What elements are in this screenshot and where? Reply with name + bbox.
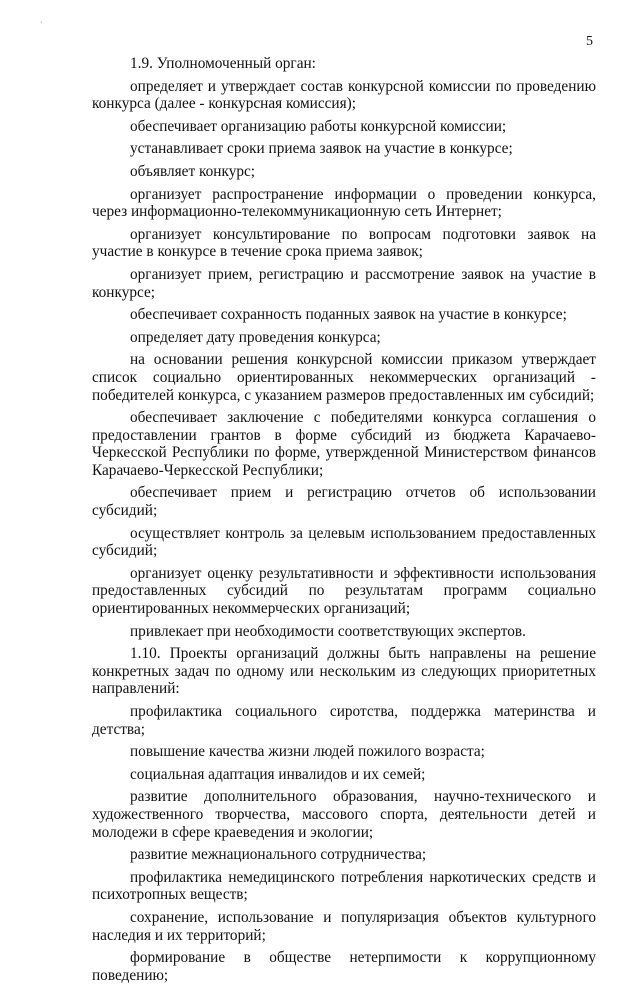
- document-body: [92, 55, 596, 984]
- section-heading-1-10: 1.10. Проекты организаций должны быть направлены на решение конкретных задач по одному или нескольким из следующих приоритетных направлений:: [92, 645, 596, 698]
- paragraph: привлекает при необходимости соответствующих экспертов.: [130, 622, 526, 640]
- paragraph: обеспечивает организацию работы конкурсной комиссии;: [130, 117, 507, 135]
- scan-mark: ·: [40, 18, 43, 27]
- paragraph: организует оценку результативности и эффективности использования предоставленных субсидий по результатам программ социально ориентированных некоммерческих организаций;: [92, 564, 596, 618]
- list-item: сохранение, использование и популяризация объектов культурного наследия и их территорий;: [92, 908, 596, 944]
- list-item: развитие межнационального сотрудничества;: [130, 846, 427, 864]
- paragraph: обеспечивает сохранность поданных заявок на участие в конкурсе;: [130, 306, 567, 324]
- list-item: социальная адаптация инвалидов и их семей;: [130, 765, 426, 783]
- paragraph: обеспечивает заключение с победителями конкурса соглашения о предоставлении грантов в форме субсидий из бюджета Карачаево-Черкесской Республики по форме, утвержденной Министерством финансов Карачаево-Черкесской Республики;: [92, 409, 596, 479]
- list-item: формирование в обществе нетерпимости к коррупционному поведению;: [92, 949, 596, 984]
- paragraph: на основании решения конкурсной комиссии приказом утверждает список социально ориентированных некоммерческих организаций - победителей конкурса, с указанием размеров предоставленных им субсидий;: [92, 351, 596, 404]
- list-item: развитие дополнительного образования, научно-технического и художественного творчества, массового спорта, деятельности детей и молодежи в сфере краеведения и экологии;: [92, 788, 596, 841]
- paragraph: устанавливает сроки приема заявок на участие в конкурсе;: [130, 140, 513, 158]
- paragraph: объявляет конкурс;: [130, 162, 256, 180]
- paragraph: определяет дату проведения конкурса;: [130, 328, 381, 346]
- section-heading-1-9: 1.9. Уполномоченный орган:: [130, 55, 316, 72]
- paragraph: осуществляет контроль за целевым использованием предоставленных субсидий;: [92, 524, 596, 560]
- paragraph: определяет и утверждает состав конкурсной комиссии по проведению конкурса (далее - конкурсная комиссия);: [92, 77, 596, 113]
- list-item: профилактика немедицинского потребления наркотических средств и психотропных веществ;: [92, 868, 596, 904]
- paragraph: организует консультирование по вопросам подготовки заявок на участие в конкурсе в течение срока приема заявок;: [92, 225, 596, 261]
- list-item: профилактика социального сиротства, поддержка материнства и детства;: [92, 703, 596, 738]
- paragraph: организует распространение информации о проведении конкурса, через информационно-телекоммуникационную сеть Интернет;: [92, 185, 596, 221]
- page-number: 5: [586, 34, 593, 49]
- list-item: повышение качества жизни людей пожилого возраста;: [130, 743, 485, 761]
- paragraph: обеспечивает прием и регистрацию отчетов об использовании субсидий;: [92, 484, 596, 520]
- paragraph: организует прием, регистрацию и рассмотрение заявок на участие в конкурсе;: [92, 265, 596, 301]
